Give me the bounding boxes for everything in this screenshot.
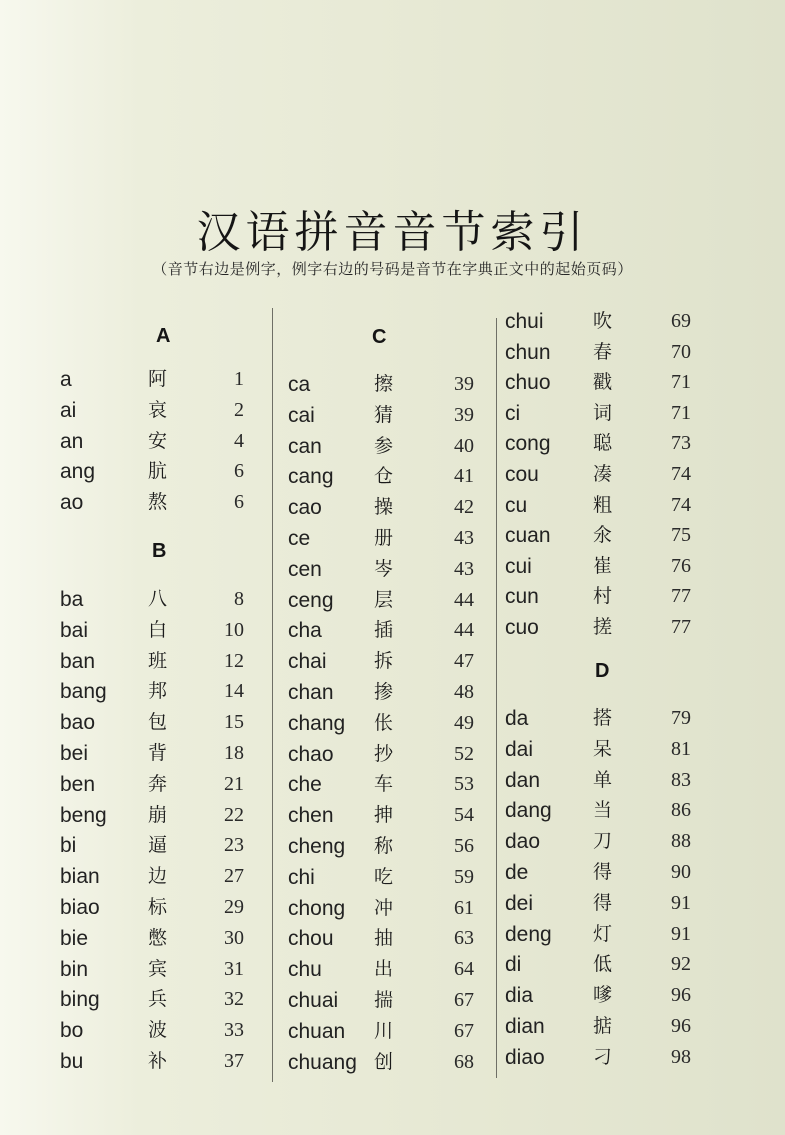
index-entry xyxy=(501,490,701,521)
page-number: 88 xyxy=(671,830,691,853)
example-character: 抻 xyxy=(374,804,394,827)
example-character: 包 xyxy=(148,711,168,734)
page-number: 2 xyxy=(234,398,244,421)
page-number: 96 xyxy=(671,984,691,1007)
example-character: 猜 xyxy=(374,403,394,426)
pinyin-syllable: cha xyxy=(288,619,322,643)
pinyin-syllable: can xyxy=(288,434,322,458)
page-number: 4 xyxy=(234,429,244,452)
page-number: 43 xyxy=(454,527,474,549)
index-entry xyxy=(284,523,489,554)
index-entry xyxy=(56,769,256,800)
example-character: 插 xyxy=(374,619,394,642)
pinyin-syllable: cheng xyxy=(288,835,346,858)
index-entry xyxy=(501,612,701,643)
page-number: 70 xyxy=(671,340,691,363)
example-character: 白 xyxy=(148,618,168,641)
example-character: 嗲 xyxy=(593,984,613,1007)
index-entry xyxy=(501,581,701,612)
pinyin-syllable: cu xyxy=(505,493,528,517)
pinyin-syllable: bie xyxy=(60,926,89,950)
pinyin-syllable: bang xyxy=(60,680,107,704)
page-number: 81 xyxy=(671,737,691,760)
pinyin-syllable: ban xyxy=(60,649,96,673)
example-character: 灯 xyxy=(593,922,613,945)
index-entry xyxy=(56,800,256,831)
page-number: 77 xyxy=(671,585,691,608)
page-number: 6 xyxy=(234,491,244,514)
section-letter: A xyxy=(156,325,171,347)
page-number: 42 xyxy=(454,496,474,519)
index-entry xyxy=(501,459,701,490)
pinyin-syllable: cou xyxy=(505,463,539,486)
page-number: 77 xyxy=(671,616,691,638)
index-entry xyxy=(284,831,489,862)
page-number: 40 xyxy=(454,434,474,457)
index-entry xyxy=(501,703,701,734)
pinyin-syllable: an xyxy=(60,429,84,453)
example-character: 搭 xyxy=(593,707,613,729)
example-character: 单 xyxy=(593,768,613,791)
example-character: 肮 xyxy=(148,460,168,483)
pinyin-syllable: cai xyxy=(288,403,315,427)
index-entry xyxy=(501,980,701,1011)
example-character: 伥 xyxy=(374,711,394,734)
pinyin-syllable: cong xyxy=(505,432,551,456)
pinyin-syllable: cen xyxy=(288,557,322,581)
index-entry xyxy=(501,888,701,919)
page-number: 90 xyxy=(671,861,691,883)
example-character: 班 xyxy=(148,649,168,672)
section-letter: B xyxy=(152,540,167,562)
example-character: 得 xyxy=(593,891,613,914)
example-character: 抽 xyxy=(374,927,394,950)
page-number: 71 xyxy=(671,371,691,394)
page-number: 68 xyxy=(454,1050,474,1073)
pinyin-syllable: da xyxy=(505,707,529,730)
example-character: 得 xyxy=(593,861,613,883)
pinyin-syllable: ao xyxy=(60,491,84,515)
page-number: 69 xyxy=(671,310,691,332)
pinyin-syllable: di xyxy=(505,953,522,977)
example-character: 搓 xyxy=(593,616,613,638)
pinyin-syllable: chuai xyxy=(288,989,339,1012)
page-number: 63 xyxy=(454,927,474,950)
example-character: 粗 xyxy=(593,493,613,516)
example-character: 称 xyxy=(374,835,394,857)
page-number: 92 xyxy=(671,953,691,976)
example-character: 八 xyxy=(148,588,168,610)
example-character: 氽 xyxy=(593,524,613,547)
page-number: 86 xyxy=(671,799,691,822)
pinyin-syllable: bei xyxy=(60,742,89,765)
example-character: 川 xyxy=(374,1019,394,1042)
index-entry xyxy=(56,395,256,426)
example-character: 词 xyxy=(593,401,613,424)
page-number: 39 xyxy=(454,403,474,426)
page-number: 47 xyxy=(454,650,474,673)
index-entry xyxy=(56,487,256,518)
page-number: 98 xyxy=(671,1045,691,1068)
index-entry xyxy=(284,554,489,585)
page-number: 22 xyxy=(224,803,244,826)
pinyin-syllable: cao xyxy=(288,496,322,520)
index-entry xyxy=(284,923,489,954)
pinyin-syllable: chou xyxy=(288,927,334,951)
example-character: 拆 xyxy=(374,650,394,673)
index-entry xyxy=(501,826,701,857)
pinyin-syllable: bu xyxy=(60,1050,84,1073)
example-character: 擦 xyxy=(374,373,394,395)
index-entry xyxy=(501,367,701,398)
index-entry xyxy=(501,857,701,888)
pinyin-syllable: chui xyxy=(505,310,544,333)
pinyin-syllable: ben xyxy=(60,772,96,796)
index-entry xyxy=(56,1015,256,1046)
index-entry xyxy=(56,892,256,923)
pinyin-syllable: chu xyxy=(288,958,322,982)
index-entry xyxy=(501,337,701,368)
page-number: 43 xyxy=(454,557,474,580)
page-number: 39 xyxy=(454,373,474,395)
index-entry xyxy=(284,492,489,523)
example-character: 出 xyxy=(374,958,394,981)
index-entry xyxy=(501,795,701,826)
index-entry xyxy=(501,919,701,950)
pinyin-syllable: dang xyxy=(505,799,552,823)
example-character: 宾 xyxy=(148,957,168,980)
pinyin-syllable: deng xyxy=(505,922,552,946)
index-entry xyxy=(56,676,256,707)
example-character: 春 xyxy=(593,340,613,363)
pinyin-syllable: ce xyxy=(288,527,311,550)
pinyin-syllable: dai xyxy=(505,737,534,761)
page-number: 21 xyxy=(224,772,244,795)
page-number: 54 xyxy=(454,804,474,827)
pinyin-syllable: bao xyxy=(60,711,96,735)
pinyin-syllable: chuang xyxy=(288,1050,357,1074)
example-character: 当 xyxy=(593,799,613,822)
page-number: 12 xyxy=(224,649,244,672)
pinyin-syllable: ba xyxy=(60,588,84,611)
page-number: 30 xyxy=(224,926,244,949)
index-entry xyxy=(284,862,489,893)
pinyin-syllable: bai xyxy=(60,618,89,642)
page-number: 74 xyxy=(671,463,691,485)
example-character: 戳 xyxy=(593,371,613,394)
section-letter: C xyxy=(372,326,387,348)
page-subtitle: （音节右边是例字，例字右边的号码是音节在字典正文中的起始页码） xyxy=(152,260,633,278)
example-character: 边 xyxy=(148,865,168,888)
index-entry xyxy=(284,677,489,708)
pinyin-syllable: bo xyxy=(60,1019,84,1043)
index-entry xyxy=(284,893,489,924)
pinyin-syllable: diao xyxy=(505,1045,545,1069)
index-entry xyxy=(501,949,701,980)
pinyin-syllable: chong xyxy=(288,896,346,920)
page-number: 29 xyxy=(224,896,244,918)
page-number: 52 xyxy=(454,742,474,765)
index-entry xyxy=(284,431,489,462)
index-entry xyxy=(56,1046,256,1077)
index-entry xyxy=(56,830,256,861)
page-number: 31 xyxy=(224,957,244,980)
column-divider xyxy=(272,308,273,1082)
pinyin-syllable: ai xyxy=(60,398,77,422)
pinyin-syllable: dia xyxy=(505,984,534,1008)
page-number: 61 xyxy=(454,896,474,919)
pinyin-syllable: cui xyxy=(505,554,532,578)
pinyin-syllable: ci xyxy=(505,401,521,425)
page-number: 74 xyxy=(671,493,691,516)
index-entry xyxy=(501,734,701,765)
page-number: 67 xyxy=(454,989,474,1011)
pinyin-syllable: chuan xyxy=(288,1019,346,1043)
pinyin-syllable: bing xyxy=(60,988,100,1012)
pinyin-syllable: che xyxy=(288,773,322,797)
pinyin-syllable: chi xyxy=(288,865,315,889)
index-entry xyxy=(56,707,256,738)
page-number: 75 xyxy=(671,524,691,547)
index-entry xyxy=(56,954,256,985)
page-number: 53 xyxy=(454,773,474,796)
pinyin-syllable: beng xyxy=(60,803,107,827)
example-character: 层 xyxy=(374,588,394,611)
page-number: 33 xyxy=(224,1019,244,1042)
example-character: 标 xyxy=(148,896,168,918)
index-entry xyxy=(284,739,489,770)
page-number: 56 xyxy=(454,835,474,857)
index-entry xyxy=(56,861,256,892)
example-character: 掂 xyxy=(593,1015,613,1037)
example-character: 憋 xyxy=(148,926,168,949)
page-number: 27 xyxy=(224,865,244,888)
pinyin-syllable: cuo xyxy=(505,616,539,639)
example-character: 崩 xyxy=(148,803,168,826)
page-number: 44 xyxy=(454,588,474,611)
index-entry xyxy=(284,1016,489,1047)
page-number: 59 xyxy=(454,865,474,888)
index-entry xyxy=(284,585,489,616)
index-entry xyxy=(284,615,489,646)
pinyin-syllable: bin xyxy=(60,957,89,981)
page-number: 67 xyxy=(454,1019,474,1042)
index-entry xyxy=(284,369,489,400)
page-number: 41 xyxy=(454,465,474,488)
page-number: 64 xyxy=(454,958,474,981)
index-entry xyxy=(56,984,256,1015)
index-entry xyxy=(501,398,701,429)
example-character: 波 xyxy=(148,1019,168,1042)
page-number: 37 xyxy=(224,1050,244,1072)
example-character: 掺 xyxy=(374,681,394,703)
pinyin-syllable: dao xyxy=(505,830,541,854)
pinyin-syllable: ca xyxy=(288,373,311,396)
page-number: 44 xyxy=(454,619,474,642)
example-character: 背 xyxy=(148,742,168,764)
example-character: 吃 xyxy=(374,865,394,888)
page-number: 32 xyxy=(224,988,244,1011)
page-number: 10 xyxy=(224,618,244,641)
pinyin-syllable: chang xyxy=(288,711,346,735)
pinyin-syllable: dan xyxy=(505,768,541,792)
pinyin-syllable: a xyxy=(60,368,72,391)
example-character: 岑 xyxy=(374,557,394,580)
index-entry xyxy=(56,584,256,615)
example-character: 抄 xyxy=(374,742,394,765)
index-entry xyxy=(56,923,256,954)
index-entry xyxy=(501,306,701,337)
example-character: 刁 xyxy=(593,1045,613,1068)
page-number: 14 xyxy=(224,680,244,703)
page-number: 23 xyxy=(224,834,244,857)
example-character: 村 xyxy=(593,585,613,608)
index-entry xyxy=(284,769,489,800)
page-number: 71 xyxy=(671,401,691,424)
page-number: 48 xyxy=(454,681,474,703)
example-character: 车 xyxy=(374,773,394,796)
pinyin-syllable: de xyxy=(505,861,529,884)
index-entry xyxy=(284,646,489,677)
index-entry xyxy=(56,615,256,646)
example-character: 吹 xyxy=(593,310,613,332)
index-entry xyxy=(56,364,256,395)
index-entry xyxy=(284,800,489,831)
example-character: 补 xyxy=(148,1050,168,1072)
example-character: 哀 xyxy=(148,398,168,421)
index-entry xyxy=(284,954,489,985)
index-entry xyxy=(284,461,489,492)
page-number: 79 xyxy=(671,707,691,729)
example-character: 聪 xyxy=(593,432,613,455)
example-character: 阿 xyxy=(148,368,168,390)
pinyin-syllable: chao xyxy=(288,742,334,766)
section-letter: D xyxy=(595,660,610,682)
example-character: 揣 xyxy=(374,989,394,1011)
example-character: 逼 xyxy=(148,834,168,857)
page-number: 1 xyxy=(234,368,244,390)
example-character: 册 xyxy=(374,527,394,549)
index-entry xyxy=(501,428,701,459)
index-entry xyxy=(501,765,701,796)
index-entry xyxy=(284,708,489,739)
page-number: 49 xyxy=(454,711,474,734)
index-entry xyxy=(501,1011,701,1042)
index-entry xyxy=(56,456,256,487)
pinyin-syllable: cang xyxy=(288,465,334,489)
example-character: 参 xyxy=(374,434,394,457)
example-character: 呆 xyxy=(593,737,613,760)
example-character: 崔 xyxy=(593,554,613,577)
pinyin-syllable: bi xyxy=(60,834,77,858)
pinyin-syllable: chuo xyxy=(505,371,551,395)
page-number: 76 xyxy=(671,554,691,577)
page-title: 汉语拼音音节索引 xyxy=(196,207,589,258)
page-number: 91 xyxy=(671,922,691,945)
index-entry xyxy=(501,551,701,582)
example-character: 低 xyxy=(593,953,613,976)
page-number: 91 xyxy=(671,891,691,914)
example-character: 安 xyxy=(148,429,168,452)
page-number: 73 xyxy=(671,432,691,455)
example-character: 操 xyxy=(374,496,394,519)
example-character: 邦 xyxy=(148,680,168,703)
pinyin-syllable: cun xyxy=(505,585,539,609)
index-entry xyxy=(284,985,489,1016)
example-character: 熬 xyxy=(148,491,168,514)
example-character: 仓 xyxy=(374,465,394,488)
index-entry xyxy=(501,1042,701,1073)
page-number: 18 xyxy=(224,742,244,764)
index-entry xyxy=(284,400,489,431)
index-entry xyxy=(284,1047,489,1078)
index-entry xyxy=(501,520,701,551)
pinyin-syllable: dei xyxy=(505,891,534,915)
example-character: 冲 xyxy=(374,896,394,919)
pinyin-syllable: ang xyxy=(60,460,96,484)
example-character: 刀 xyxy=(593,830,613,853)
page-number: 6 xyxy=(234,460,244,483)
example-character: 凑 xyxy=(593,463,613,485)
pinyin-syllable: cuan xyxy=(505,524,551,548)
column-divider xyxy=(496,318,497,1078)
page-number: 8 xyxy=(234,588,244,610)
page-number: 96 xyxy=(671,1015,691,1037)
pinyin-syllable: chen xyxy=(288,804,334,828)
index-entry xyxy=(56,738,256,769)
page-number: 83 xyxy=(671,768,691,791)
pinyin-syllable: chan xyxy=(288,681,334,704)
pinyin-syllable: biao xyxy=(60,896,100,919)
index-entry xyxy=(56,426,256,457)
pinyin-syllable: dian xyxy=(505,1015,545,1038)
example-character: 创 xyxy=(374,1050,394,1073)
pinyin-syllable: bian xyxy=(60,865,100,889)
example-character: 兵 xyxy=(148,988,168,1011)
pinyin-syllable: ceng xyxy=(288,588,334,612)
pinyin-syllable: chai xyxy=(288,650,327,674)
index-entry xyxy=(56,646,256,677)
pinyin-syllable: chun xyxy=(505,340,551,364)
page-number: 15 xyxy=(224,711,244,734)
example-character: 奔 xyxy=(148,772,168,795)
